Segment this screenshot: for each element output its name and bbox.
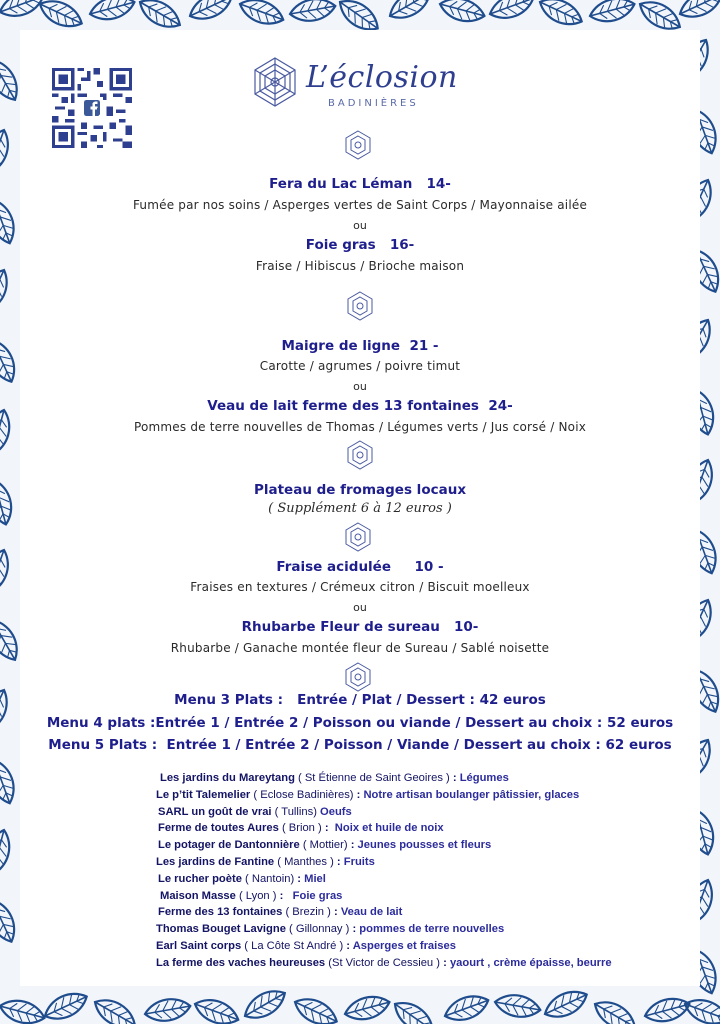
dish-title xyxy=(20,176,700,192)
producer-product: Asperges et fraises xyxy=(352,939,456,952)
menu-price: 62 euros xyxy=(605,737,672,753)
dish-name: Fraise acidulée xyxy=(276,559,391,575)
producer-location: ( Brion ) xyxy=(281,822,322,835)
menu-label: Menu 4 plats : xyxy=(46,715,156,731)
producer-location: ( Nantoin) xyxy=(245,872,295,885)
or-separator: ou xyxy=(353,601,367,614)
producer-row: Ferme de toutes Aures ( Brion ) : Noix et huile de noix xyxy=(158,822,444,835)
producer-product: Foie gras xyxy=(292,889,343,902)
dish-price: 16- xyxy=(389,237,415,253)
producer-product: Légumes xyxy=(459,772,509,784)
menu-label: Menu 5 Plats : xyxy=(48,737,158,753)
dish-name: Rhubarbe Fleur de sureau xyxy=(241,619,440,635)
dish-title xyxy=(20,338,700,354)
or-separator: ou xyxy=(353,380,367,393)
producer-location: ( Mottier) xyxy=(302,839,348,852)
producer-row: Earl Saint corps ( La Côte St André ) : Asperges et fraises xyxy=(156,939,456,952)
dish-price: 14- xyxy=(426,176,451,192)
producers-list xyxy=(156,772,696,974)
producer-row: Thomas Bouget Lavigne ( Gillonnay ) : pommes de terre nouvelles xyxy=(156,923,505,936)
separator-icon xyxy=(344,522,372,552)
producer-location: ( La Côte St André ) xyxy=(244,939,344,952)
menu-option xyxy=(20,715,700,731)
menu-content: Entrée 1 / Entrée 2 / Poisson ou viande / Dessert au choix : xyxy=(155,715,603,731)
dish-description: Fraise / Hibiscus / Brioche maison xyxy=(255,259,465,273)
producer-product: Notre artisan boulanger pâtissier, glaces xyxy=(363,788,580,801)
producer-location: ( Tullins) xyxy=(274,805,317,818)
or-separator: ou xyxy=(353,219,367,232)
dish-title xyxy=(20,398,700,414)
dish-title xyxy=(20,559,700,575)
dish-description: Rhubarbe / Ganache montée fleur de Sureau / Sablé noisette xyxy=(170,641,550,655)
separator-icon xyxy=(344,130,372,160)
menu-option xyxy=(20,737,700,753)
dish-description: Carotte / agrumes / poivre timut xyxy=(259,359,461,373)
producer-name: Les jardins du Mareytang xyxy=(160,772,295,784)
separator-icon xyxy=(346,440,374,470)
producer-name: SARL un goût de vrai xyxy=(158,805,272,818)
producer-name: Le potager de Dantonnière xyxy=(158,839,300,852)
dish-description: Fumée par nos soins / Asperges vertes de Saint Corps / Mayonnaise ailée xyxy=(132,198,588,212)
producer-row: Le potager de Dantonnière ( Mottier) : Jeunes pousses et fleurs xyxy=(158,839,492,852)
producer-name: La ferme des vaches heureuses xyxy=(156,956,326,969)
producer-product: Jeunes pousses et fleurs xyxy=(357,839,492,852)
logo-icon xyxy=(250,56,300,108)
producer-location: ( Manthes ) xyxy=(277,855,334,868)
dish-price: 10- xyxy=(453,619,479,635)
dish-name: Fera du Lac Léman xyxy=(269,176,413,192)
producer-name: Maison Masse xyxy=(160,889,236,902)
producer-name: Thomas Bouget Lavigne xyxy=(156,923,286,936)
producer-product: yaourt , crème épaisse, beurre xyxy=(449,956,612,969)
dish-price: 21 - xyxy=(409,338,439,354)
dish-title xyxy=(20,619,700,635)
producer-row: Les jardins de Fantine ( Manthes ) : Fruits xyxy=(156,855,375,868)
producer-row: Maison Masse ( Lyon ) : Foie gras xyxy=(160,889,343,902)
producer-row xyxy=(156,806,696,823)
producer-name: Earl Saint corps xyxy=(156,939,242,952)
producer-row: La ferme des vaches heureuses (St Victor de Cessieu ) : yaourt , crème épaisse, beurre xyxy=(156,956,612,969)
dish-price: 24- xyxy=(488,398,513,414)
menu-option xyxy=(20,692,700,708)
producer-product: pommes de terre nouvelles xyxy=(359,923,505,936)
dish-price: 10 - xyxy=(414,559,444,575)
menu-price: 42 euros xyxy=(479,692,546,708)
dish-name: Foie gras xyxy=(305,237,376,253)
menu-price: 52 euros xyxy=(606,715,674,731)
producer-name: Ferme des 13 fontaines xyxy=(158,906,283,919)
producer-name: Le p’tit Talemelier xyxy=(156,788,251,801)
brand-subtitle: BADINIÈRES xyxy=(328,98,419,109)
separator-icon xyxy=(344,662,372,692)
dish-description: Fraises en textures / Crémeux citron / Biscuit moelleux xyxy=(190,580,530,594)
cheese-note: ( Supplément 6 à 12 euros ) xyxy=(268,501,452,516)
menu-label: Menu 3 Plats : xyxy=(174,692,283,708)
producer-product: Miel xyxy=(304,872,326,885)
menu-content: Entrée 1 / Entrée 2 / Poisson / Viande / Dessert au choix : xyxy=(166,737,601,753)
qr-code-icon[interactable] xyxy=(52,68,132,148)
producer-product: Fruits xyxy=(343,855,375,868)
producer-location: ( St Étienne de Saint Geoires ) xyxy=(298,772,450,784)
producer-name: Ferme de toutes Aures xyxy=(158,822,279,835)
producer-product: Noix et huile de noix xyxy=(334,822,444,835)
producer-row: Ferme des 13 fontaines ( Brezin ) : Veau de lait xyxy=(158,906,403,919)
producer-location: ( Brezin ) xyxy=(285,906,331,919)
dish-title xyxy=(20,237,700,253)
dish-description: Pommes de terre nouvelles de Thomas / Légumes verts / Jus corsé / Noix xyxy=(133,420,587,434)
menu-content: Entrée / Plat / Dessert : xyxy=(297,692,475,708)
dish-name: Maigre de ligne xyxy=(281,338,401,354)
producer-product: Veau de lait xyxy=(340,906,403,919)
producer-name: Les jardins de Fantine xyxy=(156,855,275,868)
producer-product: Oeufs xyxy=(320,805,352,818)
brand-name: L’éclosion xyxy=(306,60,458,95)
producer-row: Les jardins du Mareytang ( St Étienne de Saint Geoires ) : Légumes xyxy=(160,772,509,784)
producer-location: ( Gillonnay ) xyxy=(289,923,350,936)
producer-location: ( Lyon ) xyxy=(238,889,277,902)
producer-row: Le rucher poète ( Nantoin) : Miel xyxy=(158,872,326,885)
producer-name: Le rucher poète xyxy=(158,872,242,885)
dish-name: Veau de lait ferme des 13 fontaines xyxy=(207,398,479,414)
separator-icon xyxy=(346,291,374,321)
producer-row: Le p’tit Talemelier ( Eclose Badinières) : Notre artisan boulanger pâtissier, glaces xyxy=(156,788,580,801)
cheese-title: Plateau de fromages locaux xyxy=(253,482,467,498)
producer-location: ( Eclose Badinières) xyxy=(253,788,354,801)
producer-location: (St Victor de Cessieu ) xyxy=(328,956,440,969)
